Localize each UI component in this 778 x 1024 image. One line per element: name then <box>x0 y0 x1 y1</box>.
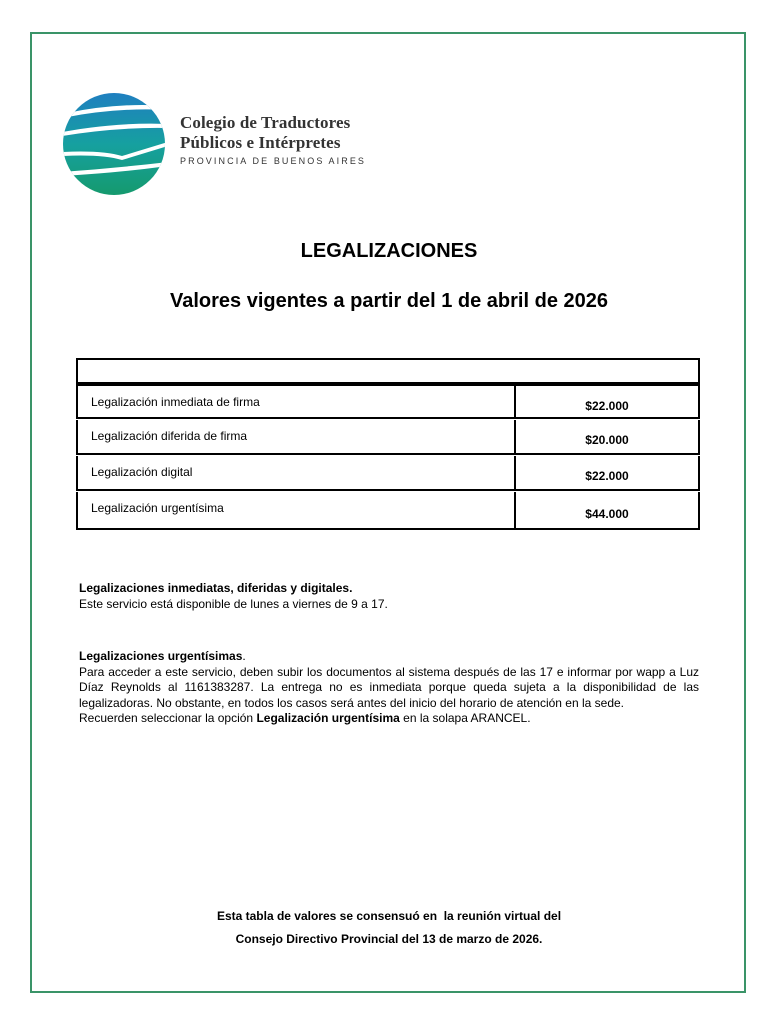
note-urgent-heading-line <box>79 649 699 665</box>
org-name-line1: Colegio de Traductores <box>180 113 351 132</box>
table-row <box>76 384 700 419</box>
note-urgent-last-post: en la solapa ARANCEL. <box>399 711 531 725</box>
org-province: PROVINCIA DE BUENOS AIRES <box>180 156 367 166</box>
page-subtitle: Valores vigentes a partir del 1 de abril de 2026 <box>170 290 608 312</box>
footer-line1: Esta tabla de valores se consensuó en la reunión virtual del <box>216 909 562 923</box>
fee-price: $22.000 <box>585 399 629 413</box>
note-standard-text: Este servicio está disponible de lunes a viernes de 9 a 17. <box>79 596 388 611</box>
fee-name: Legalización diferida de firma <box>78 420 516 453</box>
table-row <box>76 456 700 491</box>
org-name-line2: Públicos e Intérpretes <box>180 133 341 152</box>
note-urgent <box>79 649 699 727</box>
globe-logo-icon <box>62 92 168 196</box>
note-urgent-text: Para acceder a este servicio, deben subir los documentos al sistema después de las 17 e informar por wapp a Luz Díaz Reynolds al 1161383287. La entrega no es inmediata porque queda sujeta a la disponibilidad de las legalizadoras. No obstante, en todos los casos será antes del inicio del horario de atención en la sede. <box>79 664 699 710</box>
note-standard-heading: Legalizaciones inmediatas, diferidas y digitales. <box>79 581 353 595</box>
note-urgent-last <box>79 711 699 727</box>
fee-name: Legalización urgentísima <box>78 492 516 528</box>
fee-name: Legalización inmediata de firma <box>78 386 516 417</box>
fee-name: Legalización digital <box>78 456 516 489</box>
fee-price: $22.000 <box>585 469 629 483</box>
note-urgent-heading: Legalizaciones urgentísimas <box>79 649 243 663</box>
org-name <box>180 113 366 166</box>
note-standard <box>79 581 699 612</box>
note-urgent-last-bold: Legalización urgentísima <box>256 711 400 725</box>
footer-line2: Consejo Directivo Provincial del 13 de marzo de 2026. <box>235 932 543 946</box>
note-urgent-last-pre: Recuerden seleccionar la opción <box>79 711 257 725</box>
fees-table <box>76 358 700 530</box>
table-header <box>76 358 700 384</box>
fee-price: $20.000 <box>585 433 629 447</box>
table-row <box>76 492 700 530</box>
note-urgent-heading-suffix: . <box>242 649 246 663</box>
table-row <box>76 420 700 455</box>
fee-price: $44.000 <box>585 507 629 521</box>
page-title: LEGALIZACIONES <box>300 240 478 262</box>
